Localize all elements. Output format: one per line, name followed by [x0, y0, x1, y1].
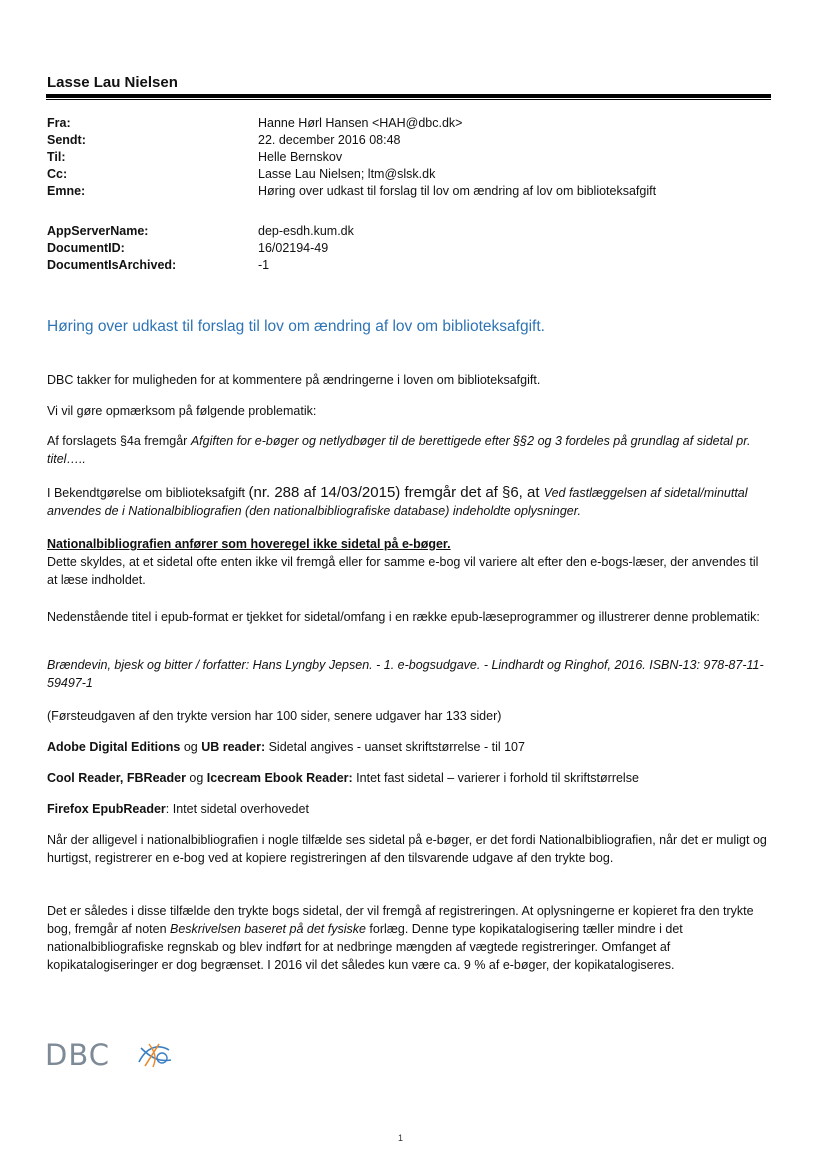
paragraph-statistics: [47, 902, 769, 974]
reader-result-cool: [47, 769, 769, 787]
page-number: 1: [398, 1133, 404, 1143]
reader-result-adobe: [47, 738, 769, 756]
to-label: Til:: [47, 150, 66, 164]
documentid-value: 16/02194-49: [258, 241, 329, 255]
reader-name-cool: Cool Reader, FBReader: [47, 771, 186, 785]
paragraph-copy-cataloguing: Når der alligevel i nationalbibliografien i nogle tilfælde ses sidetal på e-bøger, er det fordi Nationalbibliografien, når det er muligt og hurtigst, registrerer en e-bog ved at kopiere registreringen af den tilsvarende udgave af den trykte bog.: [47, 833, 767, 865]
meta-documentid: [47, 240, 767, 257]
appserver-label: AppServerName:: [47, 224, 149, 238]
documentid-label: DocumentID:: [47, 241, 125, 255]
header-sent: [47, 132, 767, 149]
paragraph-book-reference: Brændevin, bjesk og bitter / forfatter: Hans Lyngby Jepsen. - 1. e-bogsudgave. - Lindhardt og Ringhof, 2016. ISBN-13: 978-87-11-59497-1: [47, 658, 764, 690]
header-from: [47, 115, 767, 132]
paragraph-epub-test: Nedenstående titel i epub-format er tjekket for sidetal/omfang i en række epub-læseprogrammer og illustrerer denne problematik:: [47, 610, 760, 624]
regulation-quote: Ved fastlæggelsen af sidetal/minuttal anvendes de i Nationalbibliografien (den nationalbibliografiske database) indeholdte oplysninger.: [47, 486, 748, 518]
dbc-logo-text: DBC: [45, 1038, 110, 1072]
header-to: [47, 149, 767, 166]
meta-appserver: [47, 223, 767, 240]
paragraph-proposal: [47, 432, 769, 468]
reader-result-2-text: Intet fast sidetal – varierer i forhold til skriftstørrelse: [352, 771, 639, 785]
reader-result-3-text: : Intet sidetal overhovedet: [165, 802, 309, 816]
from-value: Hanne Hørl Hansen <HAH@dbc.dk>: [258, 116, 463, 130]
paragraph-problem: Vi vil gøre opmærksom på følgende problematik:: [47, 404, 317, 418]
header-rule-thin: [46, 99, 771, 100]
statistics-note: Beskrivelsen baseret på det fysiske: [170, 922, 366, 936]
proposal-quote: Afgiften for e-bøger og netlydbøger til de berettigede efter §§2 og 3 fordeles på grundlag af sidetal pr. titel…..: [47, 434, 751, 466]
sent-label: Sendt:: [47, 133, 86, 147]
proposal-intro: Af forslagets §4a fremgår: [47, 434, 191, 448]
header-cc: [47, 166, 767, 183]
to-value: Helle Bernskov: [258, 150, 343, 164]
archived-value: -1: [258, 258, 270, 272]
dbc-logo: [45, 1038, 195, 1072]
paragraph-editions: (Førsteudgaven af den trykte version har 100 sider, senere udgaver har 133 sider): [47, 709, 502, 723]
sent-value: 22. december 2016 08:48: [258, 133, 401, 147]
nationalbibliography-heading: Nationalbibliografien anfører som hoveregel ikke sidetal på e-bøger.: [47, 537, 451, 551]
reader-name-ub: UB reader:: [201, 740, 266, 754]
header-subject: [47, 183, 767, 200]
paragraph-nationalbibliography: [47, 535, 769, 589]
nationalbibliography-text: Dette skyldes, at et sidetal ofte enten ikke vil fremgå eller for samme e-bog vil variere alt efter den e-bogs-læser, der anvendes til at læse indholdet.: [47, 555, 759, 587]
subject-value: Høring over udkast til forslag til lov om ændring af lov om biblioteksafgift: [258, 184, 657, 198]
sender-name: Lasse Lau Nielsen: [47, 74, 178, 91]
statistics-text-a: Det er således i disse tilfælde den trykte bogs sidetal, der vil fremgå af registreringen. At oplysningerne er kopieret fra den trykte bog, fremgår af noten: [47, 904, 754, 936]
regulation-ref: (nr. 288 af 14/03/2015) fremgår det af §6, at: [248, 484, 544, 501]
cc-value: Lasse Lau Nielsen; ltm@slsk.dk: [258, 167, 436, 181]
document-heading: Høring over udkast til forslag til lov om ændring af lov om biblioteksafgift.: [47, 318, 545, 335]
reader-name-adobe: Adobe Digital Editions: [47, 740, 181, 754]
from-label: Fra:: [47, 116, 71, 130]
header-rule: [46, 94, 771, 98]
paragraph-intro: DBC takker for muligheden for at kommentere på ændringerne i loven om biblioteksafgift.: [47, 373, 541, 387]
subject-label: Emne:: [47, 184, 86, 198]
statistics-text-c: forlæg. Denne type kopikatalogisering tæller mindre i det nationalbibliografiske regnskab og blev indført for at nedbringe mængden af vægtede registreringer. Omfanget af kopikatalogiseringer er dog begrænset. I 2016 vil det således kun være ca. 9 % af e-bøger, der kopikatalogiseres.: [47, 922, 683, 972]
appserver-value: dep-esdh.kum.dk: [258, 224, 354, 238]
meta-archived: [47, 257, 767, 274]
paragraph-regulation: [47, 484, 769, 520]
reader-name-icecream: Icecream Ebook Reader:: [206, 771, 353, 785]
cc-label: Cc:: [47, 167, 68, 181]
dbc-logo-mark-icon: [135, 1040, 175, 1070]
reader-result-1-text: Sidetal angives - uanset skriftstørrelse - til 107: [265, 740, 525, 754]
reader-conj-2: og: [185, 771, 207, 785]
reader-result-firefox: [47, 800, 769, 818]
archived-label: DocumentIsArchived:: [47, 258, 177, 272]
reader-name-firefox: Firefox EpubReader: [47, 802, 166, 816]
regulation-intro: I Bekendtgørelse om biblioteksafgift: [47, 486, 249, 500]
reader-conj-1: og: [180, 740, 202, 754]
